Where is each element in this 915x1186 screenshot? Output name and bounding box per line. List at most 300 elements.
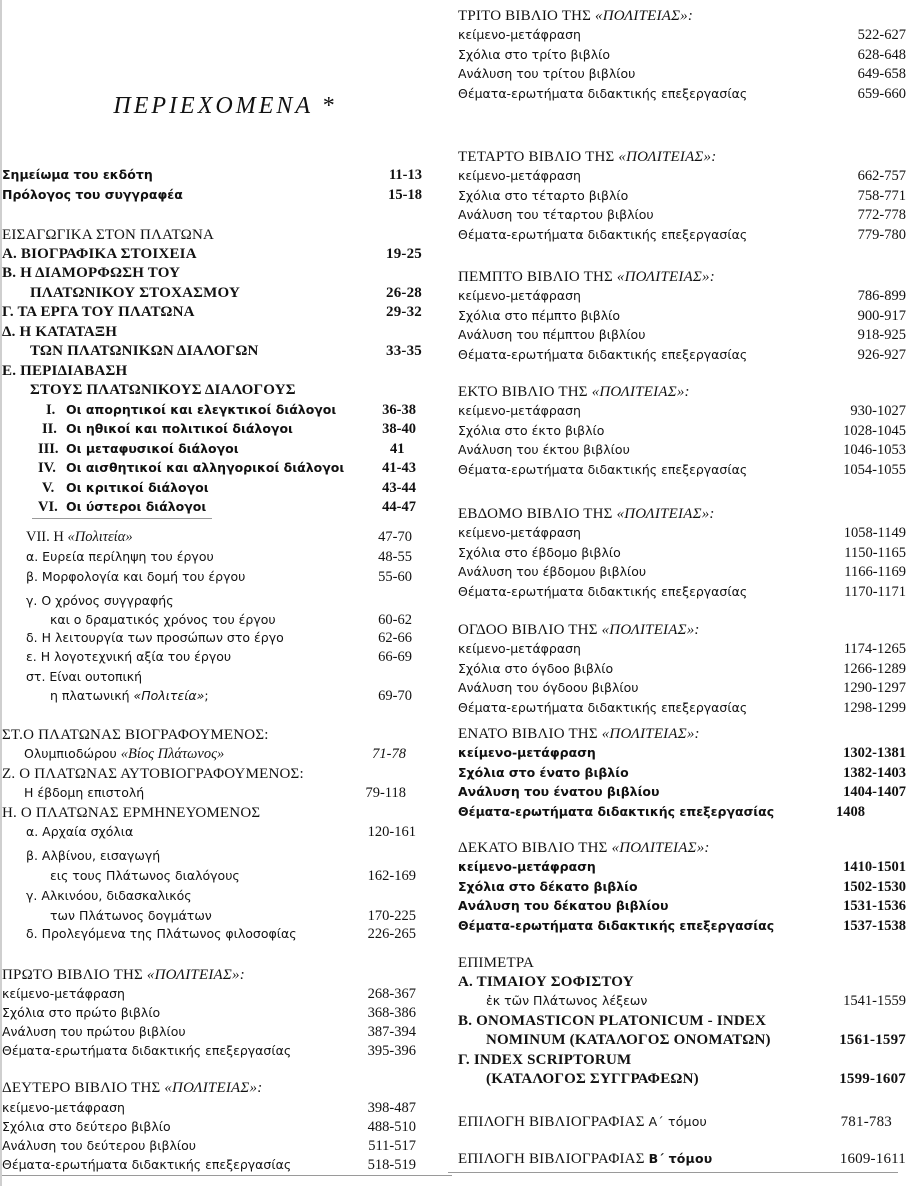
book-heading-label: ΤΕΤΑΡΤΟ ΒΙΒΛΙΟ ΤΗΣ — [458, 149, 619, 165]
entry-pages: 15-18 — [388, 187, 422, 203]
toc-entry[interactable] — [2, 322, 422, 342]
toc-entry[interactable] — [2, 244, 422, 264]
toc-entry[interactable] — [2, 1155, 422, 1175]
toc-entry[interactable] — [2, 866, 422, 886]
entry-pages: 41 — [390, 441, 405, 457]
toc-entry[interactable] — [458, 877, 906, 897]
entry-pages: 47-70 — [378, 529, 412, 545]
toc-entry[interactable] — [2, 984, 422, 1004]
entry-label: Σχόλια στο πέμπτο βιβλίο — [458, 307, 621, 323]
toc-entry[interactable] — [2, 1003, 422, 1023]
entry-pages: 1302-1381 — [843, 745, 906, 761]
toc-entry[interactable] — [458, 45, 906, 65]
toc-entry[interactable] — [458, 991, 906, 1011]
entry-label: Ανάλυση του έκτου βιβλίου — [458, 442, 630, 457]
section-heading — [2, 725, 422, 745]
toc-entry[interactable] — [2, 906, 422, 926]
entry-number: V. — [42, 480, 55, 496]
toc-entry[interactable] — [2, 783, 422, 803]
entry-label: Οι αισθητικοί και αλληγορικοί διάλογοι — [66, 460, 345, 475]
entry-label: κείμενο-μετάφραση — [2, 1100, 125, 1115]
book-heading-italic: «ΠΟΛΙΤΕΙΑΣ»: — [616, 269, 715, 285]
entry-pages: 1028-1045 — [843, 422, 906, 439]
entry-pages: 488-510 — [367, 1119, 416, 1135]
toc-entry[interactable] — [458, 225, 906, 245]
entry-label: Θέματα-ερωτήματα διδακτικής επεξεργασίας — [458, 346, 748, 362]
entry-pages: 162-169 — [367, 868, 416, 884]
entry-pages: 226-265 — [367, 926, 416, 942]
entry-pages: 926-927 — [857, 346, 906, 363]
entry-label: γ. Ο χρόνος συγγραφής — [26, 593, 174, 608]
entry-label: Σχόλια στο έκτο βιβλίο — [458, 422, 605, 438]
entry-pages: 1537-1538 — [843, 917, 906, 934]
entry-pages: 60-62 — [378, 612, 412, 628]
entry-pages: 66-69 — [378, 649, 412, 665]
entry-label: Ανάλυση του όγδοου βιβλίου — [458, 680, 639, 695]
entry-label: κείμενο-μετάφραση — [458, 403, 581, 418]
toc-entry[interactable] — [2, 628, 422, 648]
entry-pages: 1382-1403 — [843, 764, 906, 781]
entry-label: κείμενο-μετάφραση — [458, 27, 581, 42]
entry-label-italic: «Βίος Πλάτωνος» — [120, 746, 225, 762]
entry-label: γ. Αλκινόου, διδασκαλικός — [26, 888, 192, 903]
entry-label: κείμενο-μετάφραση — [458, 168, 581, 183]
entry-label-text: ΕΠΙΛΟΓΗ ΒΙΒΛΙΟΓΡΑΦΙΑΣ — [458, 1151, 649, 1167]
entry-pages: 1599-1607 — [839, 1071, 906, 1087]
toc-entry[interactable] — [2, 263, 422, 283]
entry-label: Θέματα-ερωτήματα διδακτικής επεξεργασίας — [458, 226, 748, 242]
entry-label: Οι ηθικοί και πολιτικοί διάλογοι — [66, 421, 293, 436]
book-heading-text — [2, 965, 245, 985]
entry-label: ἐκ τῶν Πλάτωνος λέξεων — [486, 993, 648, 1008]
toc-entry[interactable] — [458, 523, 906, 543]
toc-entry[interactable] — [2, 302, 422, 322]
entry-label: Θέματα-ερωτήματα διδακτικής επεξεργασίας — [2, 1043, 292, 1058]
book-heading-label: ΠΡΩΤΟ ΒΙΒΛΙΟ ΤΗΣ — [2, 967, 147, 983]
toc-entry[interactable] — [2, 527, 422, 547]
toc-entry[interactable] — [458, 205, 906, 225]
entry-pages: 662-757 — [857, 168, 906, 184]
entry-label: Ανάλυση του πρώτου βιβλίου — [2, 1024, 186, 1039]
book-heading-label: ΤΡΙΤΟ ΒΙΒΛΙΟ ΤΗΣ — [458, 8, 596, 24]
book-heading — [2, 1078, 422, 1098]
entry-label: Θέματα-ερωτήματα διδακτικής επεξεργασίας — [458, 699, 748, 715]
entry-label: Θέματα-ερωτήματα διδακτικής επεξεργασίας — [458, 85, 748, 101]
entry-label: Σχόλια στο πρώτο βιβλίο — [2, 1005, 161, 1020]
entry-label: Ανάλυση του τέταρτου βιβλίου — [458, 207, 654, 222]
toc-entry[interactable] — [2, 744, 422, 764]
entry-number: IV. — [38, 460, 56, 476]
toc-entry[interactable] — [458, 84, 906, 104]
entry-pages: 79-118 — [365, 785, 406, 801]
toc-entry[interactable] — [458, 678, 906, 698]
toc-entry[interactable] — [458, 1050, 906, 1070]
entry-pages: 511-517 — [368, 1138, 416, 1154]
entry-pages: 29-32 — [386, 304, 422, 320]
entry-label: Σχόλια στο όγδοο βιβλίο — [458, 660, 614, 676]
book-heading-text — [458, 838, 710, 858]
toc-entry[interactable] — [2, 1136, 422, 1156]
entry-label — [26, 527, 133, 547]
toc-entry[interactable] — [458, 401, 906, 421]
entry-label: Ανάλυση του δέκατου βιβλίου — [458, 898, 669, 913]
section-heading-text: ΣΤ.Ο ΠΛΑΤΩΝΑΣ ΒΙΟΓΡΑΦΟΥΜΕΝΟΣ: — [2, 727, 269, 743]
entry-label: Ε. ΠΕΡΙΔΙΑΒΑΣΗ — [2, 363, 128, 379]
section-heading — [2, 225, 422, 245]
toc-entry[interactable] — [2, 341, 422, 361]
book-heading — [458, 838, 906, 858]
book-heading — [458, 147, 906, 167]
book-heading — [458, 6, 906, 26]
entry-label: κείμενο-μετάφραση — [458, 288, 581, 303]
book-heading — [458, 504, 906, 524]
entry-pages: 649-658 — [857, 66, 906, 82]
section-heading — [2, 803, 422, 823]
entry-label: Πρόλογος του συγγραφέα — [2, 187, 183, 202]
entry-pages: 781-783 — [840, 1114, 892, 1130]
entry-pages: 518-519 — [367, 1157, 416, 1173]
toc-entry[interactable] — [2, 165, 422, 185]
toc-entry[interactable] — [458, 543, 906, 563]
toc-entry[interactable] — [2, 547, 422, 567]
toc-entry[interactable] — [458, 64, 906, 84]
entry-pages: 48-55 — [378, 549, 412, 565]
toc-entry[interactable] — [458, 562, 906, 582]
entry-label: κείμενο-μετάφραση — [2, 986, 125, 1001]
entry-label: Θέματα-ερωτήματα διδακτικής επεξεργασίας — [458, 461, 748, 477]
entry-pages: 38-40 — [382, 421, 416, 437]
entry-pages: 786-899 — [857, 288, 906, 304]
toc-entry[interactable] — [2, 591, 422, 611]
toc-entry[interactable] — [2, 610, 422, 630]
toc-entry[interactable] — [2, 647, 422, 667]
entry-label: Σχόλια στο δέκατο βιβλίο — [458, 878, 638, 894]
scan-rule — [448, 1172, 898, 1173]
entry-label: Ανάλυση του έβδομου βιβλίου — [458, 564, 647, 579]
entry-pages: 26-28 — [386, 285, 422, 301]
page-title: ΠΕΡΙΕΧΟΜΕΝΑ * — [113, 93, 337, 119]
book-heading-text — [458, 267, 715, 287]
entry-label: α. Ευρεία περίληψη του έργου — [26, 549, 214, 564]
toc-entry[interactable] — [458, 286, 906, 306]
toc-entry[interactable] — [458, 1069, 906, 1089]
toc-entry[interactable] — [458, 802, 906, 822]
entry-label: Σχόλια στο ένατο βιβλίο — [458, 764, 629, 780]
entry-label: κείμενο-μετάφραση — [458, 859, 596, 874]
entry-label: Β. ONOMASTICON PLATONICUM - INDEX — [458, 1013, 767, 1029]
entry-label-text: Η — [53, 529, 68, 545]
book-heading — [2, 965, 422, 985]
entry-label: Οι κριτικοί διάλογοι — [66, 480, 209, 495]
book-heading-italic: «ΠΟΛΙΤΕΙΑΣ»: — [601, 726, 700, 742]
book-heading — [458, 620, 906, 640]
section-heading-text: ΕΙΣΑΓΩΓΙΚΑ ΣΤΟΝ ΠΛΑΤΩΝΑ — [2, 227, 215, 243]
toc-entry[interactable] — [2, 1041, 422, 1061]
entry-label: δ. Προλεγόμενα της Πλάτωνος φιλοσοφίας — [26, 926, 297, 941]
entry-volume: Β΄ τόμου — [648, 1151, 713, 1166]
book-heading-label: ΠΕΜΠΤΟ ΒΙΒΛΙΟ ΤΗΣ — [458, 269, 617, 285]
entry-pages: 120-161 — [367, 824, 416, 840]
toc-entry[interactable] — [2, 458, 422, 478]
entry-label: β. Μορφολογία και δομή του έργου — [26, 569, 246, 584]
book-heading-label: ΕΝΑΤΟ ΒΙΒΛΙΟ ΤΗΣ — [458, 726, 602, 742]
entry-label: Ανάλυση του πέμπτου βιβλίου — [458, 327, 646, 342]
entry-label: Β. Η ΔΙΑΜΟΡΦΩΣΗ ΤΟΥ — [2, 265, 181, 281]
entry-pages: 19-25 — [386, 246, 422, 262]
entry-pages: 69-70 — [378, 688, 412, 704]
toc-entry[interactable] — [458, 1011, 906, 1031]
entry-label: Ανάλυση του τρίτου βιβλίου — [458, 66, 636, 81]
entry-pages: 758-771 — [857, 187, 906, 204]
book-heading-italic: «ΠΟΛΙΤΕΙΑΣ»: — [595, 8, 694, 24]
entry-pages: 1058-1149 — [843, 525, 906, 541]
entry-pages: 387-394 — [367, 1024, 416, 1040]
entry-pages: 11-13 — [388, 167, 422, 183]
toc-entry[interactable] — [2, 185, 422, 205]
section-heading-text: Ζ. Ο ΠΛΑΤΩΝΑΣ ΑΥΤΟΒΙΟΓΡΑΦΟΥΜΕΝΟΣ: — [2, 766, 304, 782]
entry-label: εις τους Πλάτωνος διαλόγους — [50, 868, 240, 883]
book-heading-text — [458, 620, 700, 640]
entry-label: και ο δραματικός χρόνος του έργου — [50, 612, 276, 627]
book-heading-label: ΔΕΚΑΤΟ ΒΙΒΛΙΟ ΤΗΣ — [458, 840, 612, 856]
toc-entry[interactable] — [2, 497, 422, 517]
toc-entry[interactable] — [458, 763, 906, 783]
entry-pages: 1174-1265 — [843, 641, 906, 657]
entry-pages: 170-225 — [367, 908, 416, 924]
section-heading-text: ΕΠΙΜΕΤΡΑ — [458, 955, 535, 971]
entry-pages: 1609-1611 — [839, 1151, 906, 1167]
toc-entry[interactable] — [2, 1117, 422, 1137]
entry-label: ΣΤΟΥΣ ΠΛΑΤΩΝΙΚΟΥΣ ΔΙΑΛΟΓΟΥΣ — [30, 382, 296, 398]
toc-entry[interactable] — [458, 166, 906, 186]
toc-entry[interactable] — [458, 639, 906, 659]
toc-entry[interactable] — [2, 924, 422, 944]
entry-pages: 772-778 — [857, 207, 906, 223]
toc-entry[interactable] — [458, 325, 906, 345]
entry-label: β. Αλβίνου, εισαγωγή — [26, 848, 161, 863]
book-heading-text — [458, 504, 715, 524]
entry-label-text: η πλατωνική — [50, 688, 134, 703]
entry-label: Θέματα-ερωτήματα διδακτικής επεξεργασίας — [458, 583, 748, 599]
toc-entry[interactable] — [458, 421, 906, 441]
book-heading-italic: «ΠΟΛΙΤΕΙΑΣ»: — [611, 840, 710, 856]
entry-label: Οι μεταφυσικοί διάλογοι — [66, 441, 239, 456]
book-heading-label: ΟΓΔΟΟ ΒΙΒΛΙΟ ΤΗΣ — [458, 622, 602, 638]
entry-label — [458, 1149, 712, 1169]
toc-entry[interactable] — [2, 1022, 422, 1042]
entry-number: VI. — [38, 499, 58, 515]
entry-label: (ΚΑΤΑΛΟΓΟΣ ΣΥΓΓΡΑΦΕΩΝ) — [486, 1071, 699, 1087]
book-heading-italic: «ΠΟΛΙΤΕΙΑΣ»: — [601, 622, 700, 638]
entry-number: III. — [38, 441, 59, 457]
entry-pages: 1531-1536 — [843, 898, 906, 914]
entry-label — [24, 744, 224, 764]
entry-label: Ανάλυση του δεύτερου βιβλίου — [2, 1138, 197, 1153]
entry-label: α. Αρχαία σχόλια — [26, 824, 134, 839]
toc-entry[interactable] — [458, 345, 906, 365]
book-heading — [458, 267, 906, 287]
entry-pages: 522-627 — [857, 27, 906, 43]
section-heading — [458, 953, 906, 973]
entry-pages: 41-43 — [382, 460, 416, 476]
entry-label-text: ΕΠΙΛΟΓΗ ΒΙΒΛΙΟΓΡΑΦΙΑΣ — [458, 1114, 649, 1130]
entry-number: VII. — [26, 529, 50, 545]
section-heading — [2, 764, 422, 784]
toc-entry[interactable] — [458, 698, 906, 718]
toc-entry[interactable] — [2, 380, 422, 400]
entry-pages: 398-487 — [367, 1100, 416, 1116]
entry-label: Σημείωμα του εκδότη — [2, 167, 153, 182]
entry-label: Δ. Η ΚΑΤΑΤΑΞΗ — [2, 324, 118, 340]
toc-entry[interactable] — [2, 439, 422, 459]
entry-pages: 268-367 — [367, 986, 416, 1002]
entry-label-italic: «Πολιτεία» — [133, 688, 205, 703]
entry-label: NOMINUM (ΚΑΤΑΛΟΓΟΣ ΟΝΟΜΑΤΩΝ) — [486, 1032, 771, 1048]
entry-pages: 779-780 — [857, 226, 906, 243]
book-heading — [458, 382, 906, 402]
entry-pages: 1561-1597 — [839, 1032, 906, 1048]
toc-entry[interactable] — [458, 440, 906, 460]
entry-label: Σχόλια στο δεύτερο βιβλίο — [2, 1119, 171, 1134]
toc-entry[interactable] — [458, 1149, 906, 1169]
toc-entry[interactable] — [458, 1030, 906, 1050]
toc-entry[interactable] — [458, 743, 906, 763]
entry-label: ε. Η λογοτεχνική αξία του έργου — [26, 649, 232, 664]
entry-label: στ. Είναι ουτοπική — [26, 669, 143, 684]
entry-label-suffix: ; — [204, 688, 209, 703]
entry-label: Θέματα-ερωτήματα διδακτικής επεξεργασίας — [2, 1157, 292, 1172]
toc-entry[interactable] — [458, 25, 906, 45]
toc-entry[interactable] — [458, 896, 906, 916]
book-heading-text — [458, 382, 690, 402]
entry-pages: 1170-1171 — [844, 583, 906, 600]
book-heading-text — [458, 6, 693, 26]
toc-entry[interactable] — [458, 972, 906, 992]
entry-pages: 395-396 — [367, 1043, 416, 1059]
toc-entry[interactable] — [2, 478, 422, 498]
entry-label: Σχόλια στο τέταρτο βιβλίο — [458, 187, 629, 203]
entry-label: κείμενο-μετάφραση — [458, 641, 581, 656]
entry-label-italic: «Πολιτεία» — [67, 529, 133, 545]
toc-entry[interactable] — [2, 686, 422, 706]
toc-entry[interactable] — [458, 582, 906, 602]
entry-pages: 33-35 — [386, 343, 422, 359]
book-heading — [458, 724, 906, 744]
toc-entry[interactable] — [2, 400, 422, 420]
entry-pages: 1266-1289 — [843, 660, 906, 677]
entry-label: Ανάλυση του ένατου βιβλίου — [458, 784, 660, 799]
book-heading-label: ΕΚΤΟ ΒΙΒΛΙΟ ΤΗΣ — [458, 384, 592, 400]
toc-entry[interactable] — [2, 846, 422, 866]
toc-entry[interactable] — [458, 1112, 906, 1132]
toc-entry[interactable] — [2, 667, 422, 687]
entry-label: Α. ΤΙΜΑΙΟΥ ΣΟΦΙΣΤΟΥ — [458, 974, 634, 990]
entry-pages: 1150-1165 — [844, 544, 906, 561]
entry-pages: 628-648 — [857, 46, 906, 63]
entry-pages: 1298-1299 — [843, 699, 906, 716]
entry-pages: 659-660 — [857, 85, 906, 102]
toc-entry[interactable] — [458, 782, 906, 802]
toc-entry[interactable] — [458, 659, 906, 679]
toc-entry[interactable] — [2, 886, 422, 906]
entry-pages: 1046-1053 — [843, 442, 906, 458]
book-heading-italic: «ΠΟΛΙΤΕΙΑΣ»: — [146, 967, 245, 983]
entry-pages: 1502-1530 — [843, 878, 906, 895]
toc-entry[interactable] — [458, 857, 906, 877]
book-heading-italic: «ΠΟΛΙΤΕΙΑΣ»: — [618, 149, 717, 165]
entry-label: Θέματα-ερωτήματα διδακτικής επεξεργασίας — [458, 803, 775, 819]
toc-entry[interactable] — [2, 1098, 422, 1118]
entry-label: ΠΛΑΤΩΝΙΚΟΥ ΣΤΟΧΑΣΜΟΥ — [30, 285, 241, 301]
entry-label: κείμενο-μετάφραση — [458, 745, 596, 760]
entry-pages: 44-47 — [382, 499, 416, 515]
entry-label: των Πλάτωνος δογμάτων — [50, 908, 212, 923]
scan-rule — [32, 518, 212, 519]
entry-pages: 1408 — [836, 803, 865, 820]
book-heading-italic: «ΠΟΛΙΤΕΙΑΣ»: — [616, 506, 715, 522]
book-heading-text — [458, 147, 716, 167]
entry-label: ΤΩΝ ΠΛΑΤΩΝΙΚΩΝ ΔΙΑΛΟΓΩΝ — [30, 343, 259, 359]
toc-entry[interactable] — [458, 460, 906, 480]
toc-entry[interactable] — [2, 567, 422, 587]
entry-label: Οι ύστεροι διάλογοι — [66, 499, 207, 514]
entry-volume: Α΄ τόμου — [648, 1114, 707, 1129]
entry-label — [458, 1112, 707, 1132]
entry-pages: 62-66 — [378, 630, 412, 646]
book-heading-text — [2, 1078, 262, 1098]
entry-label: Γ. ΤΑ ΕΡΓΑ ΤΟΥ ΠΛΑΤΩΝΑ — [2, 304, 195, 320]
entry-pages: 1404-1407 — [843, 784, 906, 800]
toc-entry[interactable] — [458, 186, 906, 206]
entry-label: Θέματα-ερωτήματα διδακτικής επεξεργασίας — [458, 917, 775, 933]
entry-label: δ. Η λειτουργία των προσώπων στο έργο — [26, 630, 284, 645]
entry-label — [50, 686, 209, 706]
entry-pages: 55-60 — [378, 569, 412, 585]
entry-pages: 368-386 — [367, 1005, 416, 1021]
entry-pages: 71-78 — [372, 746, 406, 762]
book-heading-label: ΕΒΔΟΜΟ ΒΙΒΛΙΟ ΤΗΣ — [458, 506, 617, 522]
entry-label: Σχόλια στο έβδομο βιβλίο — [458, 544, 621, 560]
book-heading-italic: «ΠΟΛΙΤΕΙΑΣ»: — [591, 384, 690, 400]
entry-label: Α. ΒΙΟΓΡΑΦΙΚΑ ΣΤΟΙΧΕΙΑ — [2, 246, 197, 262]
scan-rule — [2, 1175, 452, 1176]
entry-pages: 1410-1501 — [843, 859, 906, 875]
entry-pages: 900-917 — [857, 307, 906, 324]
entry-pages: 1290-1297 — [843, 680, 906, 696]
toc-entry[interactable] — [2, 283, 422, 303]
entry-label: κείμενο-μετάφραση — [458, 525, 581, 540]
entry-label: Η έβδομη επιστολή — [24, 785, 145, 800]
entry-pages: 36-38 — [382, 402, 416, 418]
toc-entry[interactable] — [2, 822, 422, 842]
book-heading-italic: «ΠΟΛΙΤΕΙΑΣ»: — [164, 1080, 263, 1096]
entry-pages: 1166-1169 — [844, 564, 906, 580]
entry-number: II. — [42, 421, 57, 437]
toc-entry[interactable] — [458, 916, 906, 936]
toc-entry[interactable] — [2, 361, 422, 381]
entry-label-text: Ολυμπιοδώρου — [24, 746, 121, 761]
entry-label: Γ. INDEX SCRIPTORUM — [458, 1052, 632, 1068]
entry-pages: 930-1027 — [850, 403, 906, 419]
toc-entry[interactable] — [2, 419, 422, 439]
book-heading-text — [458, 724, 700, 744]
entry-pages: 1054-1055 — [843, 461, 906, 478]
entry-label: Σχόλια στο τρίτο βιβλίο — [458, 46, 610, 62]
entry-label: Οι απορητικοί και ελεγκτικοί διάλογοι — [66, 402, 337, 417]
book-heading-label: ΔΕΥΤΕΡΟ ΒΙΒΛΙΟ ΤΗΣ — [2, 1080, 165, 1096]
toc-entry[interactable] — [458, 306, 906, 326]
section-heading-text: Η. Ο ΠΛΑΤΩΝΑΣ ΕΡΜΗΝΕΥΟΜΕΝΟΣ — [2, 805, 261, 821]
